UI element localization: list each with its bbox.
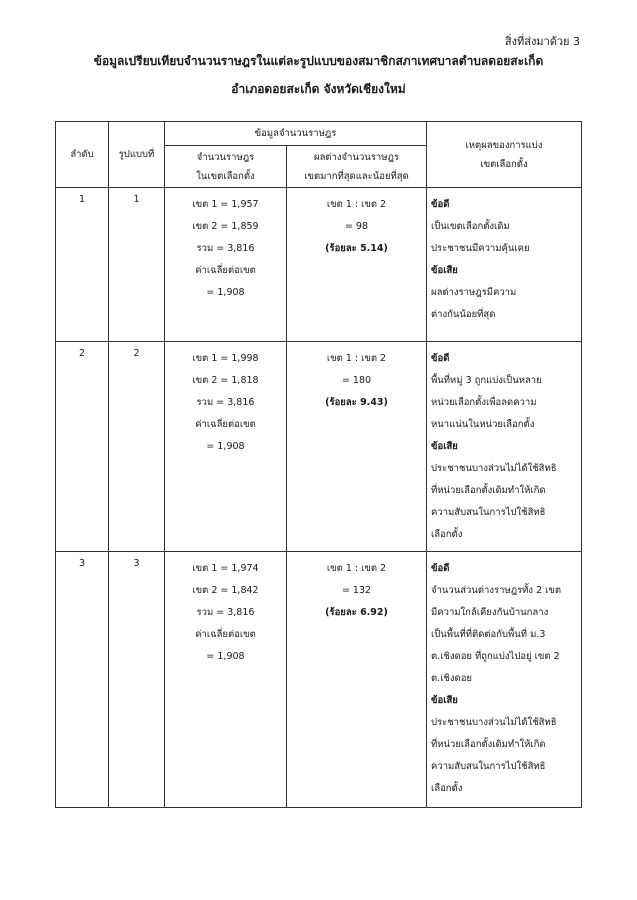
reason-line: ความสับสนในการไปใช้สิทธิ [431,507,546,518]
header-model: รูปแบบที่ [109,122,165,188]
disadvantage-heading: ข้อเสีย [431,441,458,452]
population-line: = 1,908 [206,441,245,452]
attachment-label: สิ่งที่ส่งมาด้วย 3 [504,35,580,48]
reason-line: หน่วยเลือกตั้งเพื่อลดความ [431,397,537,408]
advantage-heading: ข้อดี [431,199,450,210]
reason-line: ที่หน่วยเลือกตั้งเดิมทำให้เกิด [431,739,546,750]
disadvantage-heading: ข้อเสีย [431,695,458,706]
disadvantage-heading: ข้อเสีย [431,265,458,276]
reason-line: ต.เชิงดอย ที่ถูกแบ่งไปอยู่ เขต 2 [431,651,560,662]
reason-line: เป็นเขตเลือกตั้งเดิม [431,221,510,232]
difference-line: = 132 [341,585,372,596]
difference-line: เขต 1 : เขต 2 [326,199,387,210]
reason-line: ที่หน่วยเลือกตั้งเดิมทำให้เกิด [431,485,546,496]
row-reasons [427,552,582,808]
population-line: ค่าเฉลี่ยต่อเขต [195,265,256,276]
population-line: = 1,908 [206,287,245,298]
comparison-table [55,121,582,808]
population-line: ค่าเฉลี่ยต่อเขต [195,419,256,430]
row-reasons [427,188,582,342]
table-row [56,188,582,342]
row-difference [287,188,427,342]
row-order: 3 [56,552,109,808]
population-line: รวม = 3,816 [196,243,255,254]
header-difference-line2: เขตมากที่สุดและน้อยที่สุด [304,170,409,182]
difference-percent: (ร้อยละ 5.14) [325,243,388,254]
row-model: 2 [109,342,165,552]
reason-line: ความสับสนในการไปใช้สิทธิ [431,761,546,772]
row-model: 1 [109,188,165,342]
row-population [165,342,287,552]
population-line: เขต 2 = 1,818 [192,375,259,386]
reason-line: มีความใกล้เคียงกันบ้านกลาง [431,607,549,618]
difference-line: = 98 [344,221,369,232]
reason-line: พื้นที่หมู่ 3 ถูกแบ่งเป็นหลาย [431,375,542,386]
row-difference [287,552,427,808]
header-population-line2: ในเขตเลือกตั้ง [196,170,255,182]
header-order: ลำดับ [56,122,109,188]
reason-line: ต่างกันน้อยที่สุด [431,309,496,320]
difference-line: เขต 1 : เขต 2 [326,563,387,574]
row-order: 1 [56,188,109,342]
difference-percent: (ร้อยละ 6.92) [325,607,388,618]
header-population-line1: จำนวนราษฎร [196,151,255,163]
population-line: ค่าเฉลี่ยต่อเขต [195,629,256,640]
reason-line: ประชาชนบางส่วนไม่ได้ใช้สิทธิ [431,717,557,728]
difference-line: เขต 1 : เขต 2 [326,353,387,364]
row-difference [287,342,427,552]
row-population [165,188,287,342]
reason-line: ต.เชิงดอย [431,673,472,684]
header-difference [287,146,427,188]
row-reasons [427,342,582,552]
header-reason-line2: เขตเลือกตั้ง [480,158,528,170]
population-line: เขต 2 = 1,842 [192,585,259,596]
reason-line: เป็นพื้นที่ที่ติดต่อกับพื้นที่ ม.3 [431,629,546,640]
advantage-heading: ข้อดี [431,353,450,364]
reason-line: ผลต่างราษฎรมีความ [431,287,517,298]
difference-percent: (ร้อยละ 9.43) [325,397,388,408]
population-line: รวม = 3,816 [196,397,255,408]
reason-line: เลือกตั้ง [431,529,463,540]
reason-line: จำนวนส่วนต่างราษฎรทั้ง 2 เขต [431,585,562,596]
population-line: รวม = 3,816 [196,607,255,618]
table-row [56,552,582,808]
header-difference-line1: ผลต่างจำนวนราษฎร [314,151,399,163]
population-line: = 1,908 [206,651,245,662]
header-population [165,146,287,188]
document-subtitle: อำเภอดอยสะเก็ด จังหวัดเชียงใหม่ [231,82,406,96]
reason-line: เลือกตั้ง [431,783,463,794]
row-model: 3 [109,552,165,808]
reason-line: หนาแน่นในหน่วยเลือกตั้ง [431,419,535,430]
population-line: เขต 1 = 1,957 [192,199,259,210]
population-line: เขต 2 = 1,859 [192,221,259,232]
header-population-data: ข้อมูลจำนวนราษฎร [165,122,427,146]
reason-line: ประชาชนบางส่วนไม่ได้ใช้สิทธิ [431,463,557,474]
difference-line: = 180 [341,375,372,386]
header-reason-line1: เหตุผลของการแบ่ง [465,139,543,151]
row-order: 2 [56,342,109,552]
table-row [56,342,582,552]
advantage-heading: ข้อดี [431,563,450,574]
population-line: เขต 1 = 1,998 [192,353,259,364]
row-population [165,552,287,808]
document-title: ข้อมูลเปรียบเทียบจำนวนราษฎรในแต่ละรูปแบบของสมาชิกสภาเทศบาลตำบลดอยสะเก็ด [93,54,544,68]
header-reason [427,122,582,188]
population-line: เขต 1 = 1,974 [192,563,259,574]
reason-line: ประชาชนมีความคุ้นเคย [431,243,530,254]
